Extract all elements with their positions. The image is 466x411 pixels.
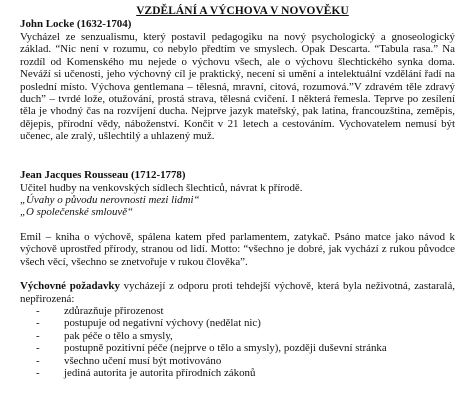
dash-marker: - (36, 317, 40, 330)
principles-paragraph (20, 280, 455, 305)
principles-label: Výchovné požadavky (20, 280, 120, 293)
list-item (20, 355, 455, 367)
section-spacer (20, 143, 455, 169)
list-item-text: všechno učení musí být motivováno (64, 354, 222, 367)
list-item (20, 342, 455, 354)
list-item (20, 330, 455, 342)
locke-heading: John Locke (1632-1704) (20, 18, 132, 30)
dash-marker: - (36, 354, 40, 367)
list-item-text: postupuje od negativní výchovy (nedělat nic) (64, 317, 261, 330)
principles-text: vycházejí z odporu proti tehdejší výchově, která byla neživotná, zastaralá, nepřirozená: (20, 280, 455, 305)
emil-paragraph: Emil – kniha o výchově, spálena katem před parlamentem, zatykač. Psáno matce jako návod k výchově uprostřed přírody, stranou od lidí. Motto: “všechno je dobré, jak vychází z rukou původce všech věcí, všechno se znetvořuje v rukou člověka”. (20, 230, 455, 268)
dash-marker: - (36, 366, 40, 379)
rousseau-work-2: „O společenské smlouvě“ (20, 206, 134, 219)
paragraph-spacer (20, 268, 455, 280)
dash-marker: - (36, 342, 40, 355)
list-item-text: zdůrazňuje přirozenost (64, 304, 164, 317)
dash-marker: - (36, 329, 40, 342)
list-item-text: pak péče o tělo a smysly, (64, 329, 173, 342)
page-title: VZDĚLÁNÍ A VÝCHOVA V NOVOVĚKU (136, 5, 349, 17)
paragraph-spacer (20, 219, 455, 231)
locke-paragraph: Vycházel ze senzualismu, který postavil pedagogiku na nový psychologický a gnoseologický základ. “Nic není v rozumu, co nebylo předtím ve smyslech. Opak Descarta. “Tabula rasa.” Na rozdíl od Komenského mu nejede o výchovu všech, ale o výchovu šlechtického synka doma. Neváží si učenosti, jeho výchovný cíl je praktický, necení si umění a intelektuální vzdělání řadí na poslední místo. Výchova gentlemana – tělesná, mravní, citová, rozumová.”V zdravém těle zdravý duch” – tvrdé lože, otužování, prostá strava, tělesná cvičení. I některá řemesla. Teprve po zesílení těla je vhodný čas na rozvíjení ducha. Nejprve jazyk mateřský, pak latina, francouzština, zeměpis, dějepis, přírodní vědy, náboženství. Končit v 21 letech a cestováním. Vychovatelem nemusí být učenec, ale zralý, ušlechtilý a uhlazený muž. (20, 31, 455, 143)
principles-list (20, 305, 455, 379)
rousseau-work-1: „Úvahy o původu nerovnosti mezi lidmi“ (20, 194, 200, 207)
list-item (20, 367, 455, 379)
rousseau-heading: Jean Jacques Rousseau (1712-1778) (20, 168, 186, 181)
dash-marker: - (36, 304, 40, 317)
list-item (20, 317, 455, 329)
rousseau-intro: Učitel hudby na venkovských sídlech šlechticů, návrat k přírodě. (20, 181, 303, 194)
list-item-text: jediná autorita je autorita přírodních zákonů (64, 366, 256, 379)
list-item-text: postupně pozitivní péče (nejprve o tělo a smysly), později duševní stránka (64, 342, 387, 355)
list-item (20, 305, 455, 317)
